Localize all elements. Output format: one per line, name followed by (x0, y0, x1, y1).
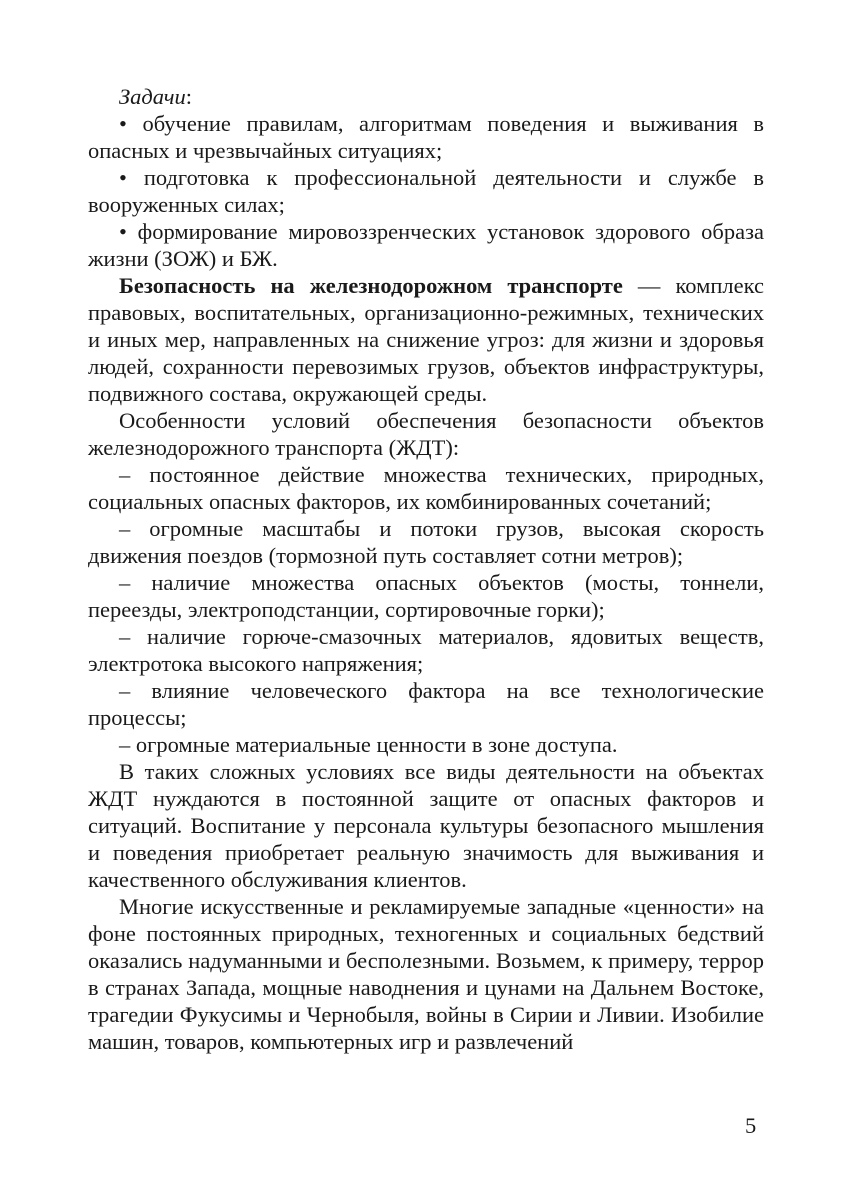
tasks-heading-label: Задачи (119, 84, 186, 109)
definition-term: Безопасность на железнодорожном транспорте (119, 273, 623, 298)
task-item: • обучение правилам, алгоритмам поведения и выживания в опасных и чрезвычайных ситуациях; (88, 111, 765, 163)
feature-item: – наличие множества опасных объектов (мосты, тоннели, переезды, электроподстанции, сортировочные горки); (88, 570, 764, 622)
page-body (88, 83, 764, 1055)
dash-marker: – (119, 678, 131, 703)
page-number: 5 (745, 1113, 757, 1138)
features-intro: Особенности условий обеспечения безопасности объектов железнодорожного транспорта (ЖДТ): (88, 408, 764, 460)
definition-paragraph (88, 272, 764, 407)
feature-item: – постоянное действие множества технических, природных, социальных опасных факторов, их комбинированных сочетаний; (88, 462, 764, 514)
bullet-icon: • (119, 111, 127, 136)
dash-marker: – (119, 624, 131, 649)
dash-marker: – (119, 516, 131, 541)
body-paragraph: Многие искусственные и рекламируемые западные «ценности» на фоне постоянных природных, техногенных и социальных бедствий оказались надуманными и бесполезными. Возьмем, к примеру, террор в странах Запада, мощные наводнения и цунами на Дальнем Востоке, трагедии Фукусимы и Чернобыля, войны в Сирии и Ливии. Изобилие машин, товаров, компьютерных игр и развлечений (88, 894, 764, 1054)
dash-marker: – (119, 462, 131, 487)
feature-item: – наличие горюче-смазочных материалов, ядовитых веществ, электротока высокого напряжения; (88, 624, 764, 676)
feature-item: – огромные масштабы и потоки грузов, высокая скорость движения поездов (тормозной путь составляет сотни метров); (88, 516, 764, 568)
dash-marker: – (119, 732, 131, 757)
definition-text: — комплекс правовых, воспитательных, организационно-режимных, технических и иных мер, направленных на снижение угроз: для жизни и здоровья людей, сохранности перевозимых грузов, объектов инфраструктуры, подвижного состава, окружающей среды. (88, 273, 764, 406)
tasks-heading: Задачи: (119, 84, 192, 109)
body-paragraph: В таких сложных условиях все виды деятельности на объектах ЖДТ нуждаются в постоянной защите от опасных факторов и ситуаций. Воспитание у персонала культуры безопасного мышления и поведения приобретает реальную значимость для выживания и качественного обслуживания клиентов. (88, 759, 764, 892)
bullet-icon: • (119, 165, 127, 190)
bullet-icon: • (119, 219, 127, 244)
task-item: • подготовка к профессиональной деятельности и службе в вооруженных силах; (88, 165, 765, 217)
task-item: • формирование мировоззренческих установок здорового образа жизни (ЗОЖ) и БЖ. (88, 219, 764, 271)
feature-item: – влияние человеческого фактора на все технологические процессы; (88, 678, 764, 730)
dash-marker: – (119, 570, 131, 595)
feature-item: – огромные материальные ценности в зоне доступа. (119, 732, 618, 757)
